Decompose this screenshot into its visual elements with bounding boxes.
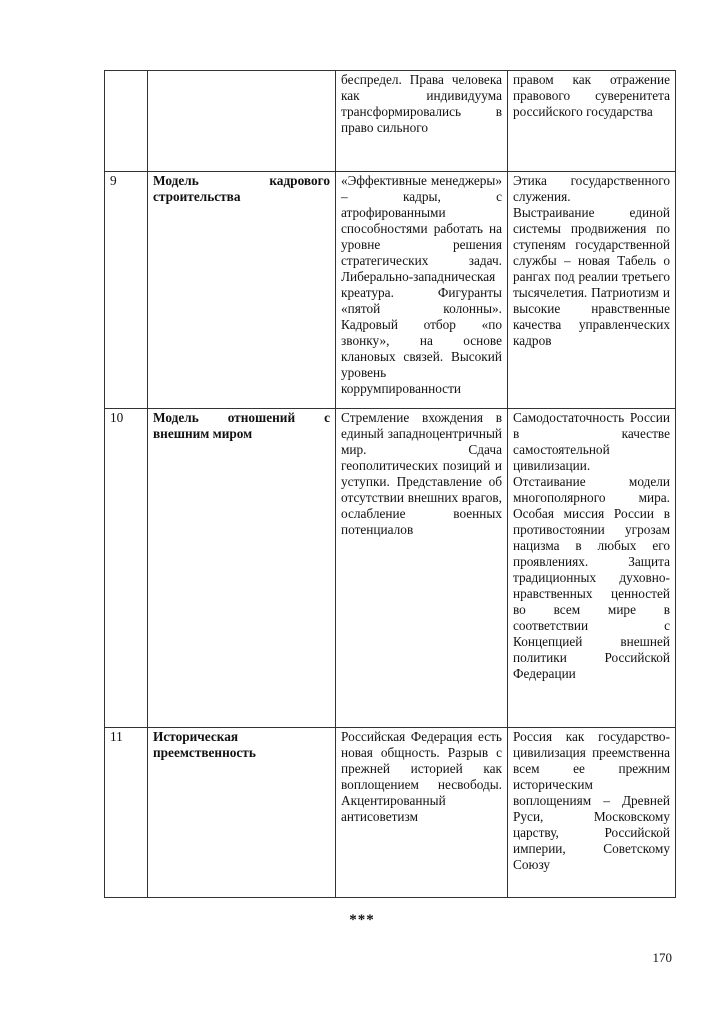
row-number: 10	[105, 409, 148, 728]
row-model-name: Модель отношений с внешним миром	[148, 409, 336, 728]
row-number: 11	[105, 728, 148, 898]
row-model-name: Модель кадрового строительства	[148, 172, 336, 409]
table-row	[105, 71, 676, 172]
proposed-model-cell	[508, 172, 676, 409]
proposed-model-cell	[508, 728, 676, 898]
section-separator: ***	[349, 912, 375, 928]
page-number: 170	[652, 950, 672, 965]
current-model-cell: «Эффективные менеджеры» – кадры, с атрофированными способностями работать на уровне решения стратегических задач. Либерально-западническая креатура. Фигуранты «пятой колонны». Кадровый отбор «по звонку», на основе клановых связей. Высокий уровень коррумпированности	[336, 172, 508, 409]
proposed-paragraph: Этика государственного служения.	[513, 173, 670, 204]
table-row	[105, 728, 676, 898]
table-row	[105, 172, 676, 409]
proposed-model-cell	[508, 409, 676, 728]
row-model-name: Историческая преемственность	[148, 728, 336, 898]
proposed-paragraph: Самодостаточность России в качестве самостоятельной цивилизации.	[513, 410, 670, 473]
current-model-cell: Российская Федерация есть новая общность. Разрыв с прежней историей как воплощением несвободы. Акцентированный антисоветизм	[336, 728, 508, 898]
row-number: 9	[105, 172, 148, 409]
row-model-name	[148, 71, 336, 172]
proposed-paragraph: Выстраивание единой системы продвижения по ступеням государственной службы – новая Табель о рангах под реалии третьего тысячелетия. Патриотизм и высокие нравственные качества управленческих кадров	[513, 205, 670, 348]
proposed-paragraph: правом как отражение правового суверенитета российского государства	[513, 72, 670, 119]
table-row	[105, 409, 676, 728]
proposed-model-cell	[508, 71, 676, 172]
comparison-table	[104, 70, 676, 898]
proposed-paragraph: Отстаивание модели многополярного мира. Особая миссия России в противостоянии угрозам нацизма в любых его проявлениях. Защита традиционных духовно-нравственных ценностей во всем мире в соответствии с Концепцией внешней политики Российской Федерации	[513, 474, 670, 681]
current-model-cell: Стремление вхождения в единый западноцентричный мир. Сдача геополитических позиций и уступки. Представление об отсутствии внешних врагов, ослабление военных потенциалов	[336, 409, 508, 728]
current-model-cell: беспредел. Права человека как индивидуума трансформировались в право сильного	[336, 71, 508, 172]
proposed-paragraph: Россия как государство-цивилизация преемственна всем ее прежним историческим воплощениям – Древней Руси, Московскому царству, Российской империи, Советскому Союзу	[513, 729, 670, 872]
row-number	[105, 71, 148, 172]
